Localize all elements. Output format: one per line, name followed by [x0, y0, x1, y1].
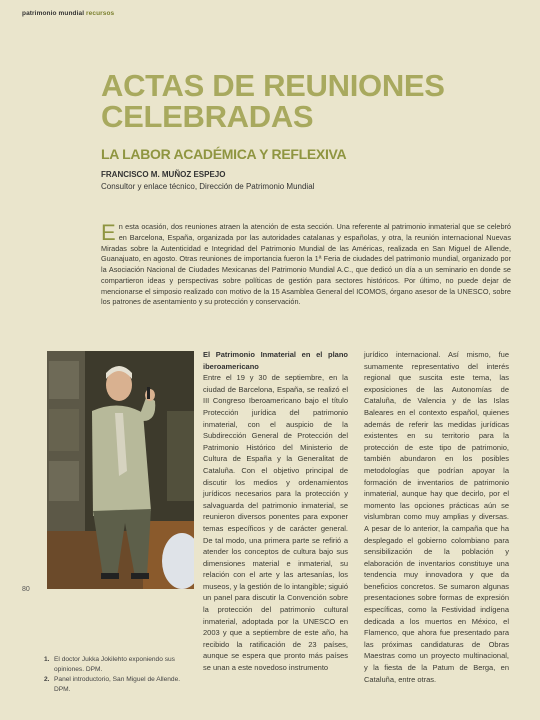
article-subtitle: LA LABOR ACADÉMICA Y REFLEXIVA	[101, 146, 347, 162]
caption-number: 1.	[44, 656, 50, 663]
caption-text: El doctor Jukka Jokilehto exponiendo sus opiniones. DPM.	[54, 656, 175, 673]
intro-text: n esta ocasión, dos reuniones atraen la atención de esta sección. Una referente al patrimonio inmaterial que se celebró en Barcelona, España, organizada por las autoridades catalanas y españolas, y otra, la reunión internacional Nuevas Miradas sobre la Autenticidad e Integridad del Patrimonio Mundial de las Américas, realizada en San Miguel de Allende, Guanajuato, en agosto. Otras reuniones de importancia fueron la 1ª Feria de ciudades del patrimonio mundial, organizado por la Asociación Nacional de Ciudades Mexicanas del Patrimonio Mundial A.C., que dedicó un día a un seminario en donde se compartieron ideas y perspectivas sobre políticas de gestión para sectores históricos. Por último, no puede dejar de mencionarse el simposio realizado con motivo de la 15 Asamblea General del ICOMOS, órgano asesor de la UNESCO, sobre los patrones de asentamiento y su protección y conservación.	[101, 222, 511, 307]
caption-number: 2.	[44, 676, 50, 683]
page-number: 80	[22, 586, 30, 593]
speaker-photo	[47, 351, 194, 589]
section-name: recursos	[86, 10, 115, 17]
drop-cap: E	[101, 220, 116, 245]
caption-item	[44, 655, 194, 675]
running-header	[22, 10, 114, 17]
body-column-1	[203, 349, 348, 674]
column-1-text: Entre el 19 y 30 de septiembre, en la ciudad de Barcelona, España, se realizó el III Congreso Iberoamericano bajo el título Protección jurídica del patrimonio inmaterial, con el auspicio de la Subdirección General de Protección del Patrimonio Histórico del Ministerio de Cultura de España y la Generalitat de Cataluña. Con el objetivo principal de discutir los medios y ordenamientos jurídicos necesarios para la protección y salvaguarda del patrimonio inmaterial, se reunieron diversos ponentes para exponer temas específicos y de carácter general. De tal modo, una primera parte se refirió a atender los conceptos de cultura bajo sus dimensiones material e inmaterial, su relación con el arte y las artesanías, los museos, y la gestión de lo intangible; siguió un panel para discutir la Convención sobre la protección del patrimonio cultural inmaterial, adoptada por la UNESCO en 2003 y que a septiembre de este año, ha recibido la ratificación de 23 países, aunque se espera que pronto más países se unan a este novedoso instrumento	[203, 373, 348, 673]
speaker-photo-illustration	[47, 351, 194, 589]
author-role: Consultor y enlace técnico, Dirección de Patrimonio Mundial	[101, 182, 315, 191]
author-name: FRANCISCO M. MUÑOZ ESPEJO	[101, 170, 226, 179]
section-heading: El Patrimonio Inmaterial en el plano iberoamericano	[203, 350, 348, 371]
photo-captions	[44, 655, 194, 695]
caption-text: Panel introductorio, San Miguel de Allende. DPM.	[54, 676, 181, 693]
body-column-2	[364, 349, 509, 685]
caption-item	[44, 675, 194, 695]
column-2-text: jurídico internacional. Así mismo, fue sumamente representativo del interés regional que suscita este tema, las exposiciones de las Autonomías de Cataluña, de Valencia y de las Islas Baleares en el contexto español, quienes además de referir las medidas jurídicas existentes en su territorio para la protección de este tipo de patrimonio, también abundaron en los posibles metodologías que podrían apoyar la formación de inventarios de patrimonio inmaterial, aunque hay que decirlo, por el momento las opciones prácticas aún se vislumbran como muy amplias y diversas. A pesar de lo anterior, la campaña que ha desplegado el gobierno colombiano para sensibilización de la población y elaboración de inventarios constituye una tendencia muy innovadora y que da beneficios concretos. Se sumaron algunas presentaciones sobre formas de expresión específicas, como la Festividad indígena dedicada a los muertos en México, el Flamenco, que ahora fue presentado para las próximas candidaturas de Obras Maestras como un proyecto multinacional, y la fiesta de la Patum de Berga, en Cataluña, entre otras.	[364, 350, 509, 684]
intro-paragraph	[101, 222, 511, 308]
publication-name: patrimonio mundial	[22, 10, 85, 17]
article-title: ACTAS DE REUNIONES CELEBRADAS	[101, 68, 445, 134]
